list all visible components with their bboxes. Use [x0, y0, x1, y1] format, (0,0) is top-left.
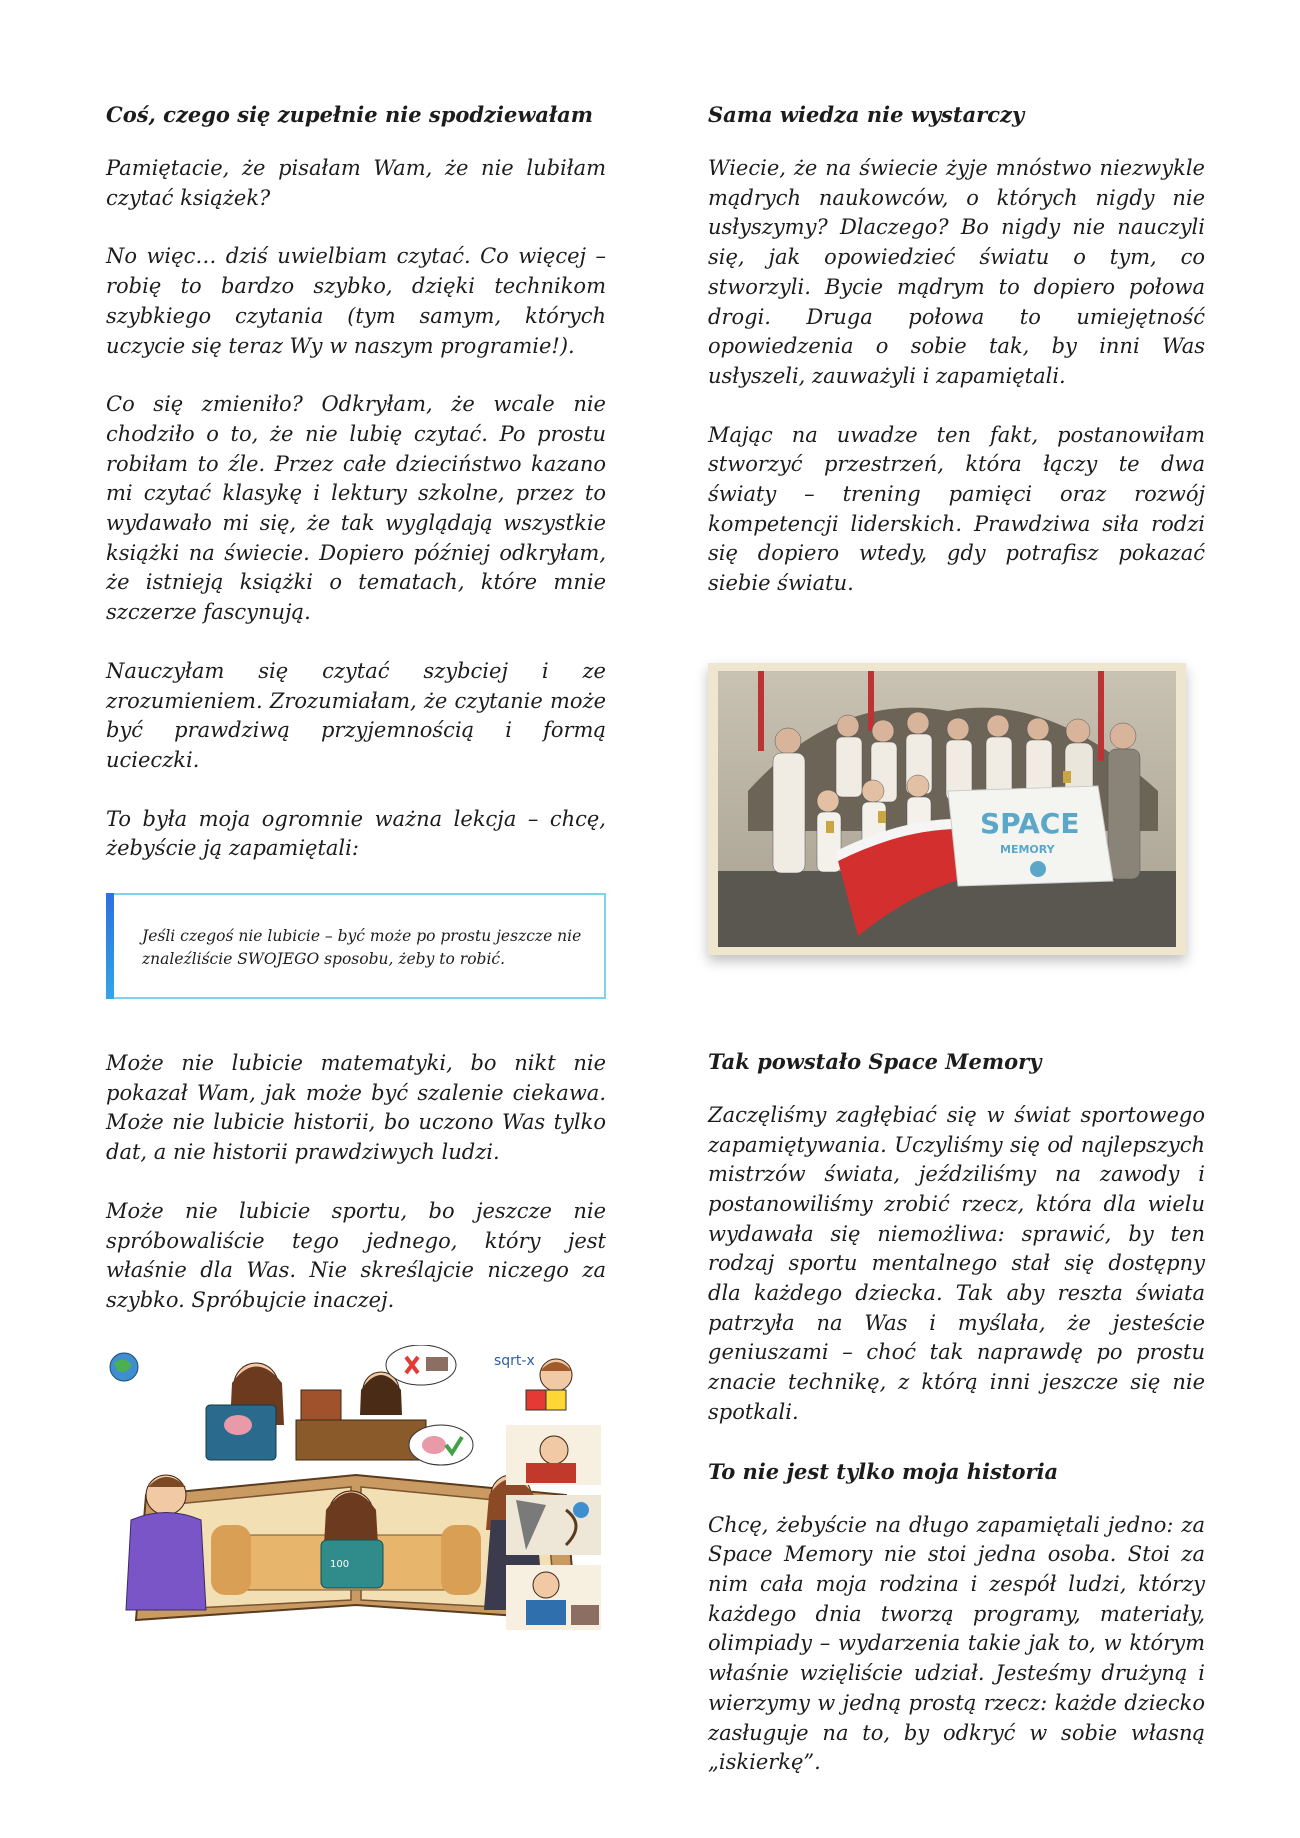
book-label: 100: [330, 1558, 350, 1570]
paragraph: Nauczyłam się czytać szybciej i ze zrozumieniem. Zrozumiałam, że czytanie może być prawdziwą przyjemnością i formą ucieczki.: [106, 658, 606, 772]
paragraph: To była moja ogromnie ważna lekcja – chcę, żebyście ją zapamiętali:: [106, 806, 606, 861]
left-column: [106, 100, 606, 1635]
heading-not-only-my-story: To nie jest tylko moja historia: [708, 1458, 1059, 1484]
banner-text: SPACE: [980, 806, 1080, 840]
callout-text: Jeśli czegoś nie lubicie – być może po prostu jeszcze nie znaleźliście SWOJEGO sposobu, żeby to robić.: [142, 927, 582, 969]
paragraph: Może nie lubicie sportu, bo jeszcze nie spróbowaliście tego jednego, który jest właśnie dla Was. Nie skreślajcie niczego za szybko. Spróbujcie inaczej.: [106, 1198, 606, 1312]
paragraph: Może nie lubicie matematyki, bo nikt nie pokazał Wam, jak może być szalenie ciekawa. Może nie lubicie historii, bo uczono Was tylko dat, a nie historii prawdziwych ludzi.: [106, 1051, 606, 1165]
paragraph: Co się zmieniło? Odkryłam, że wcale nie chodziło o to, że nie lubię czytać. Po prostu robiłam to źle. Przez całe dzieciństwo kazano mi czytać klasykę i lektury szkolne, przez to wydawało mi się, że tak wyglądają wszystkie książki na świecie. Dopiero później odkryłam, że istnieją książki o tematach, które mnie szczerze fascynują.: [106, 392, 606, 625]
photo-image: [718, 671, 1176, 947]
illustration-image: [106, 1345, 606, 1635]
math-label: sqrt-x: [494, 1352, 535, 1369]
paragraph: Mając na uwadze ten fakt, postanowiłam stworzyć przestrzeń, która łączy te dwa światy – trening pamięci oraz rozwój kompetencji liderskich. Prawdziwa siła rodzi się dopiero wtedy, gdy potrafisz pokazać siebie światu.: [708, 422, 1205, 596]
quote-callout: [106, 893, 606, 999]
paragraph: No więc… dziś uwielbiam czytać. Co więcej – robię to bardzo szybko, dzięki technikom szybkiego czytania (tym samym, których uczycie się teraz Wy w naszym programie!).: [106, 244, 606, 358]
heading-space-memory: Tak powstało Space Memory: [708, 1048, 1042, 1074]
heading-unexpected: Coś, czego się zupełnie nie spodziewałam: [106, 102, 593, 127]
paragraph: Zaczęliśmy zagłębiać się w świat sportowego zapamiętywania. Uczyliśmy się od najlepszych mistrzów świata, jeździliśmy na zawody i postanowiliśmy zrobić rzecz, która dla wielu wydawała się niemożliwa: sprawić, by ten rodzaj sportu mentalnego stał się dostępny dla każdego dziecka. Tak aby reszta świata patrzyła na Was i myślała, że jesteście geniuszami – choć tak naprawdę po prostu znacie technikę, z którą inni jeszcze się nie spotkali.: [708, 1102, 1205, 1424]
reading-illustration: [106, 1345, 606, 1635]
heading-knowledge: Sama wiedza nie wystarczy: [708, 102, 1025, 127]
paragraph: Wiecie, że na świecie żyje mnóstwo niezwykle mądrych naukowców, o których nigdy nie usłyszymy? Dlaczego? Bo nigdy nie nauczyli się, jak opowiedzieć światu o tym, co stworzyli. Bycie mądrym to dopiero połowa drogi. Druga połowa to umiejętność opowiedzenia o sobie tak, by inni Was usłyszeli, zauważyli i zapamiętali.: [708, 156, 1205, 388]
paragraph: Pamiętacie, że pisałam Wam, że nie lubiłam czytać książek?: [106, 156, 606, 210]
team-photo: [708, 663, 1186, 955]
paragraph: Chcę, żebyście na długo zapamiętali jedno: za Space Memory nie stoi jedna osoba. Stoi za nim cała moja rodzina i zespół ludzi, którzy każdego dnia tworzą programy, materiały, olimpiady – wydarzenia takie jak to, w którym właśnie wzięliście udział. Jesteśmy drużyną i wierzymy w jedną prostą rzecz: każde dziecko zasługuje na to, by odkryć w sobie własną „iskierkę”.: [708, 1512, 1205, 1775]
right-column: [708, 100, 1205, 1807]
banner-subtext: MEMORY: [1000, 842, 1055, 856]
